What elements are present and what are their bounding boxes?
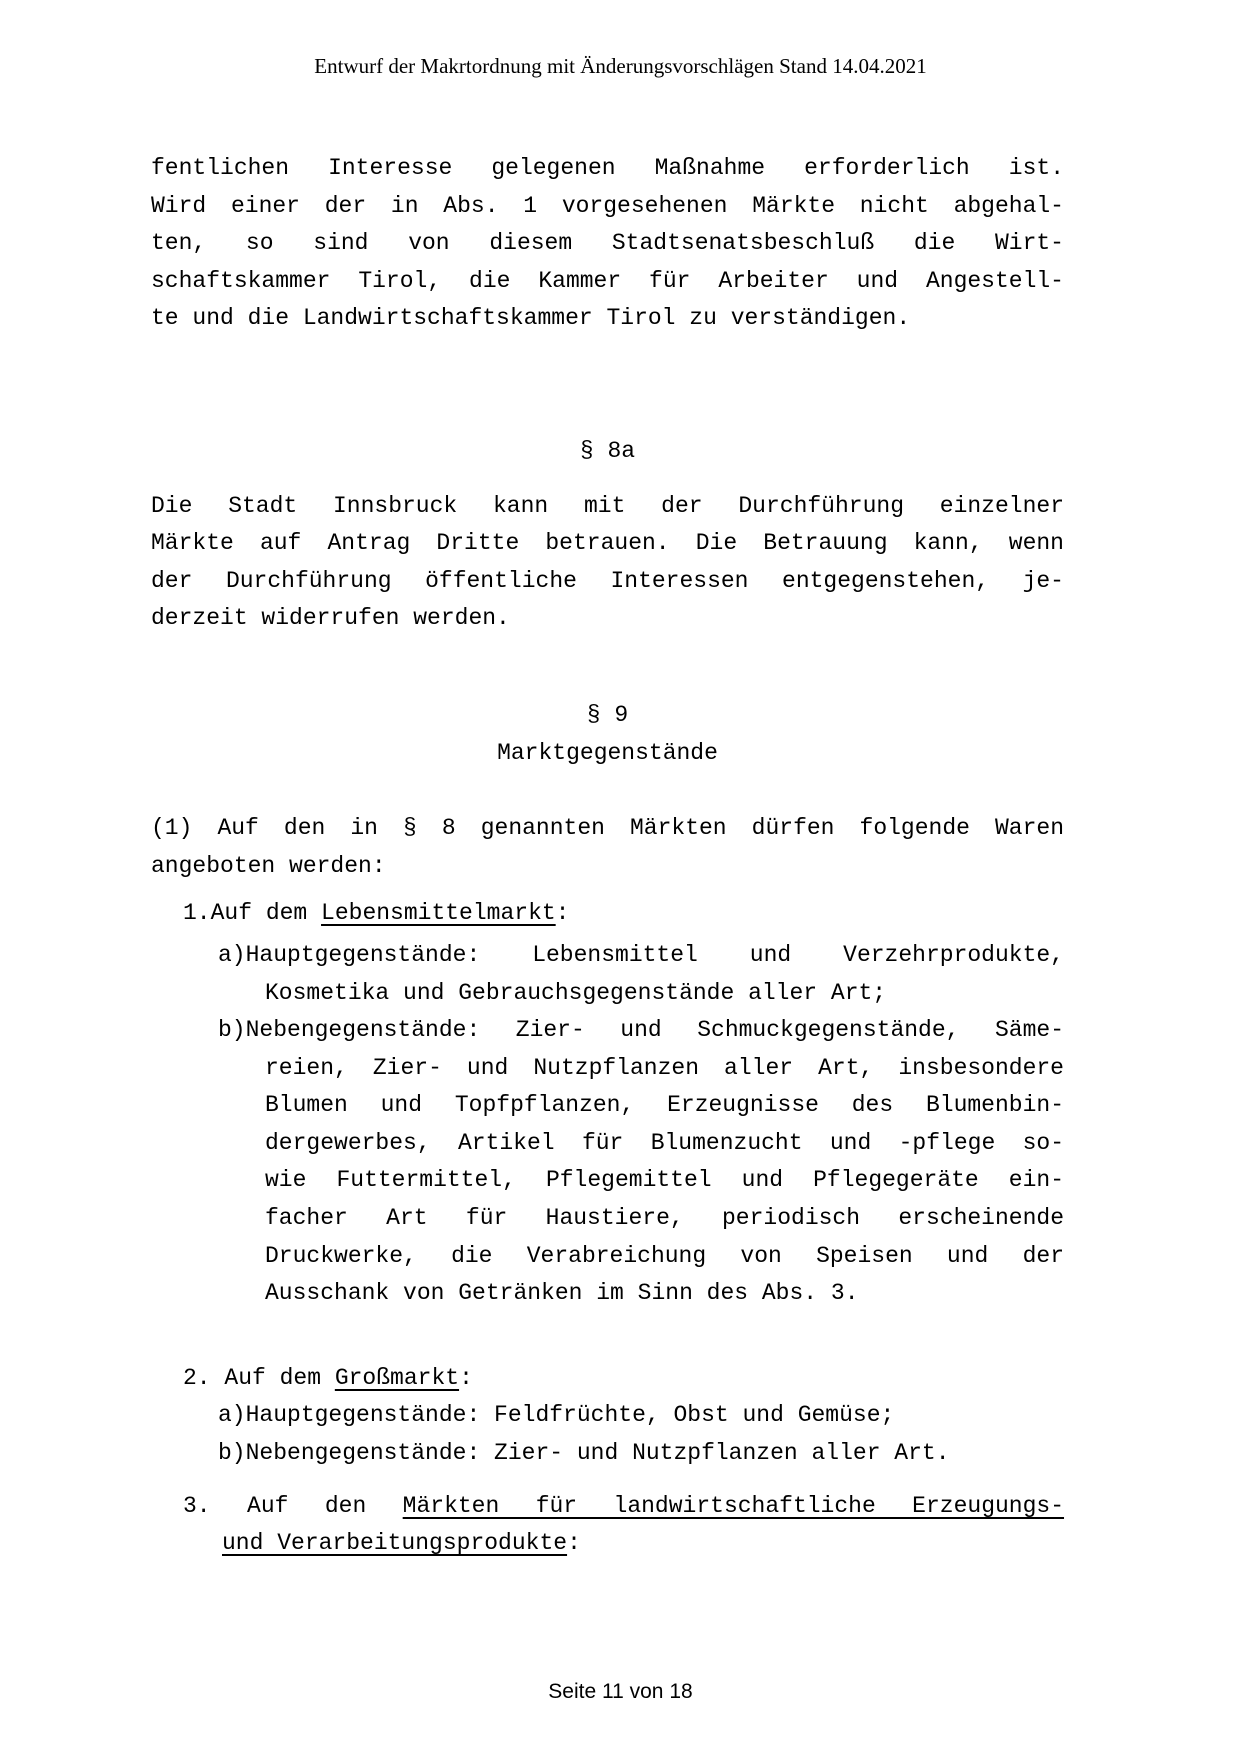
text-segment: (1) Auf den in § 8 genannten Märkten dürfen folgende Waren [151,815,1064,842]
paragraph-9-absatz-1-intro [151,810,1064,885]
text-segment: Wird einer der in Abs. 1 vorgesehenen Märkte nicht abgehal- [151,192,1064,219]
text-segment: § 9 [586,701,629,728]
underlined-text: Großmarkt [334,1364,460,1391]
text-segment: b)Nebengegenstände: Zier- und Schmuckgegenstände, Säme- [218,1017,1064,1044]
text-segment: derzeit widerrufen werden. [151,605,510,632]
list-item-3-landwirtschaftliche-maerkte-heading [151,1488,1064,1563]
list-item-1-lebensmittelmarkt-heading [151,895,1064,933]
list-item-2-grossmarkt-heading [151,1360,1064,1398]
text-line [151,895,1064,933]
text-line [151,1360,1064,1398]
text-line [151,150,1064,188]
underlined-text: und Verarbeitungsprodukte [222,1530,568,1557]
text-line [151,848,1064,886]
list-item-1-subitems [151,937,1064,1313]
section-heading-9 [151,697,1064,772]
text-segment: schaftskammer Tirol, die Kammer für Arbeiter und Angestell- [151,267,1064,294]
text-segment: b)Nebengegenstände: Zier- und Nutzpflanzen aller Art. [218,1440,950,1467]
text-line [151,525,1064,563]
text-line [151,1397,1064,1435]
text-segment: Kosmetika und Gebrauchsgegenstände aller Art; [265,979,887,1006]
text-segment: § 8a [579,437,636,464]
text-segment: a)Hauptgegenstände: Lebensmittel und Verzehrprodukte, [218,941,1064,968]
text-line [151,600,1064,638]
page-header-title: Entwurf der Makrtordnung mit Änderungsvorschlägen Stand 14.04.2021 [314,54,927,78]
text-segment: facher Art für Haustiere, periodisch erscheinende [265,1205,1064,1232]
text-line [151,488,1064,526]
text-line [151,1125,1064,1163]
text-line [151,975,1064,1013]
text-segment: der Durchführung öffentliche Interessen entgegenstehen, je- [151,567,1064,594]
text-line [151,1238,1064,1276]
paragraph-continued-from-previous-page [151,150,1064,338]
text-segment: 1.Auf dem [183,900,322,927]
text-segment: 2. Auf dem [183,1364,335,1391]
text-line [151,563,1064,601]
text-segment: : [459,1364,473,1391]
text-line [151,225,1064,263]
text-segment: Ausschank von Getränken im Sinn des Abs. 3. [265,1280,859,1307]
text-segment: reien, Zier- und Nutzpflanzen aller Art, insbesondere [265,1054,1064,1081]
text-segment: ten, so sind von diesem Stadtsenatsbeschluß die Wirt- [151,230,1064,257]
document-body [151,150,1064,1563]
text-line [151,1087,1064,1125]
text-line [151,1435,1064,1473]
text-line [151,735,1064,773]
text-segment: : [567,1530,581,1557]
text-line [151,300,1064,338]
text-segment: Märkte auf Antrag Dritte betrauen. Die Betrauung kann, wenn [151,530,1064,557]
text-segment: fentlichen Interesse gelegenen Maßnahme erforderlich ist. [151,155,1064,181]
text-line [151,697,1064,735]
section-heading-8a [151,433,1064,471]
text-line [151,1488,1064,1526]
text-segment: Druckwerke, die Verabreichung von Speisen und der [265,1242,1064,1269]
text-segment: te und die Landwirtschaftskammer Tirol zu verständigen. [151,305,911,332]
underlined-text: Lebensmittelmarkt [321,900,556,927]
text-line [151,1200,1064,1238]
text-segment: angeboten werden: [151,852,386,879]
text-line [151,1050,1064,1088]
text-segment: : [555,900,570,927]
text-segment: Die Stadt Innsbruck kann mit der Durchführung einzelner [151,492,1064,519]
text-line [151,810,1064,848]
text-line [151,937,1064,975]
text-line [151,1275,1064,1313]
text-segment: dergewerbes, Artikel für Blumenzucht und -pflege so- [265,1129,1064,1156]
text-line [151,1525,1064,1563]
text-segment: Blumen und Topfpflanzen, Erzeugnisse des Blumenbin- [265,1092,1064,1119]
text-segment: 3. Auf den [183,1492,403,1519]
page-footer-page-number: Seite 11 von 18 [548,1680,693,1703]
text-segment: wie Futtermittel, Pflegemittel und Pflegegeräte ein- [265,1167,1064,1194]
text-line [151,1012,1064,1050]
text-line [151,263,1064,301]
text-line [151,433,1064,471]
text-line [151,188,1064,226]
list-item-2-subitems [151,1397,1064,1472]
text-line [151,1162,1064,1200]
text-segment: a)Hauptgegenstände: Feldfrüchte, Obst und Gemüse; [218,1402,895,1429]
text-segment: Marktgegenstände [497,739,718,766]
underlined-text: Märkten für landwirtschaftliche Erzeugungs- [402,1492,1065,1519]
paragraph-section-8a [151,488,1064,638]
